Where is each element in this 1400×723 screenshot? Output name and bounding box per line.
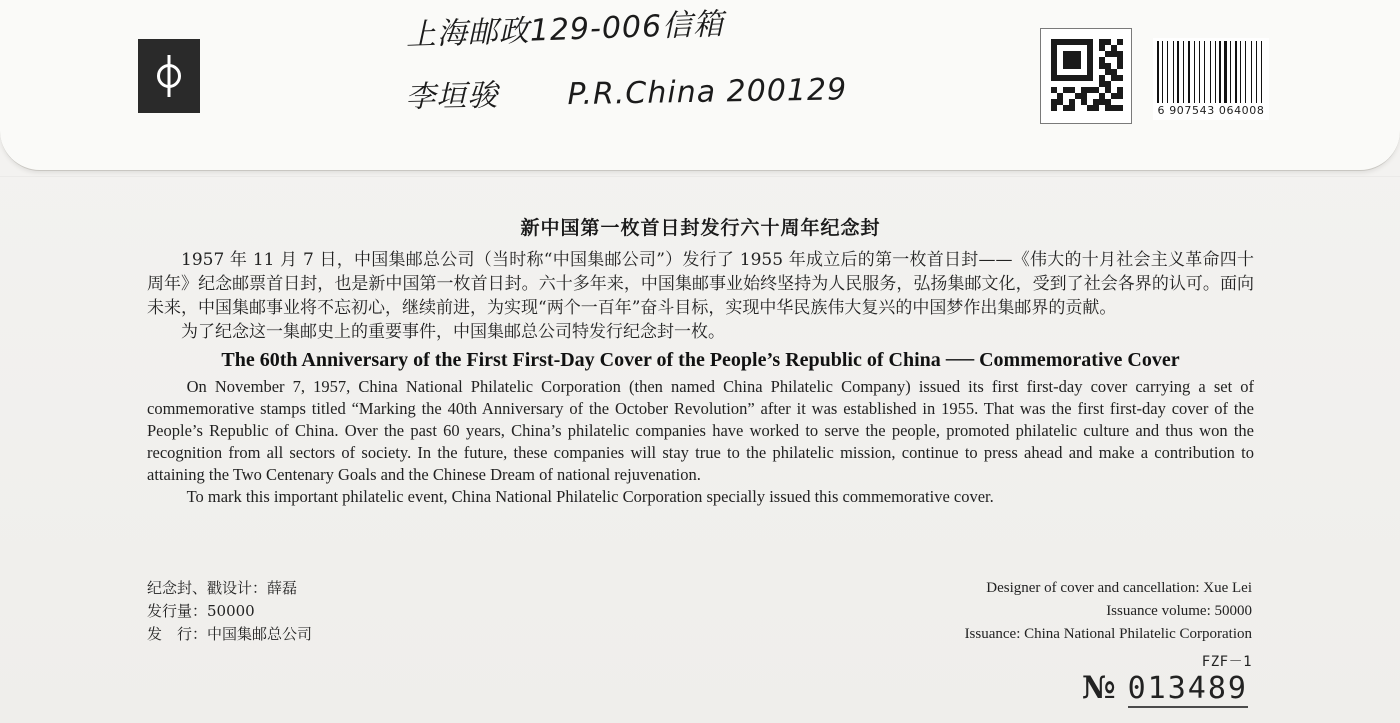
cover-description	[147, 213, 1254, 508]
barcode-number: 6 907543 064008	[1157, 104, 1265, 117]
philatelic-logo	[138, 39, 200, 113]
number-symbol: №	[1081, 670, 1116, 706]
chinese-credit-volume: 发行量：50000	[147, 602, 255, 620]
barcode-bars	[1157, 41, 1265, 103]
handwritten-country: P.R.China	[567, 74, 717, 113]
handwritten-address-line-2	[405, 64, 847, 116]
chinese-title: 新中国第一枚首日封发行六十周年纪念封	[520, 217, 881, 239]
barcode	[1153, 38, 1269, 120]
handwritten-postcode: 200129	[726, 72, 848, 110]
fold-line	[0, 176, 1400, 177]
qr-code	[1040, 28, 1132, 124]
phi-icon	[149, 49, 189, 103]
qr-code-grid	[1051, 39, 1123, 111]
english-title: The 60th Anniversary of the First First-Day Cover of the People’s Republic of China ── Commemorative Cover	[221, 349, 1180, 371]
english-paragraph-2: To mark this important philatelic event, China National Philatelic Corporation specially issued this commemorative cover.	[186, 487, 994, 506]
chinese-credits	[147, 577, 312, 646]
chinese-paragraph-1: 1957 年 11 月 7 日，中国集邮总公司（当时称“中国集邮公司”）发行了 1955 年成立后的第一枚首日封——《伟大的十月社会主义革命四十周年》纪念邮票首日封，也是新中国第一枚首日封。六十多年来，中国集邮事业始终坚持为人民服务，弘扬集邮文化，受到了社会各界的认可。面向未来，中国集邮事业将不忘初心，继续前进，为实现“两个一百年”奋斗目标，实现中华民族伟大复兴的中国梦作出集邮界的贡献。	[147, 250, 1254, 318]
english-credit-volume: Issuance volume: 50000	[1106, 603, 1252, 619]
chinese-credit-designer: 纪念封、戳设计：薛磊	[147, 579, 298, 597]
english-credits	[965, 577, 1252, 646]
handwritten-name: 李垣骏	[405, 78, 499, 115]
serial-number	[1082, 670, 1248, 708]
english-credit-designer: Designer of cover and cancellation: Xue Lei	[986, 580, 1252, 596]
handwritten-address-line-1: 上海邮政129-006信箱	[405, 6, 725, 53]
serial-value: 013489	[1127, 671, 1248, 706]
chinese-credit-issuer: 发 行：中国集邮总公司	[147, 625, 313, 643]
english-paragraph-1: On November 7, 1957, China National Philatelic Corporation (then named China Philatelic Company) issued its first first-day cover carrying a set of commemorative stamps titled “Marking the 40th Anniversary of the October Revolution” after it was established in 1955. That was the first first-day cover of the People’s Republic of China. Over the past 60 years, China’s philatelic companies have worked to serve the people, promoted philatelic culture and thus won the recognition from all sectors of society. In the future, these companies will stay true to the philatelic mission, continue to press ahead and make a contribution to attaining the Two Centenary Goals and the Chinese Dream of national rejuvenation.	[147, 377, 1254, 484]
english-credit-issuer: Issuance: China National Philatelic Corporation	[964, 626, 1252, 642]
cover-code: FZF－1	[1201, 654, 1252, 670]
chinese-paragraph-2: 为了纪念这一集邮史上的重要事件，中国集邮总公司特发行纪念封一枚。	[181, 322, 725, 342]
